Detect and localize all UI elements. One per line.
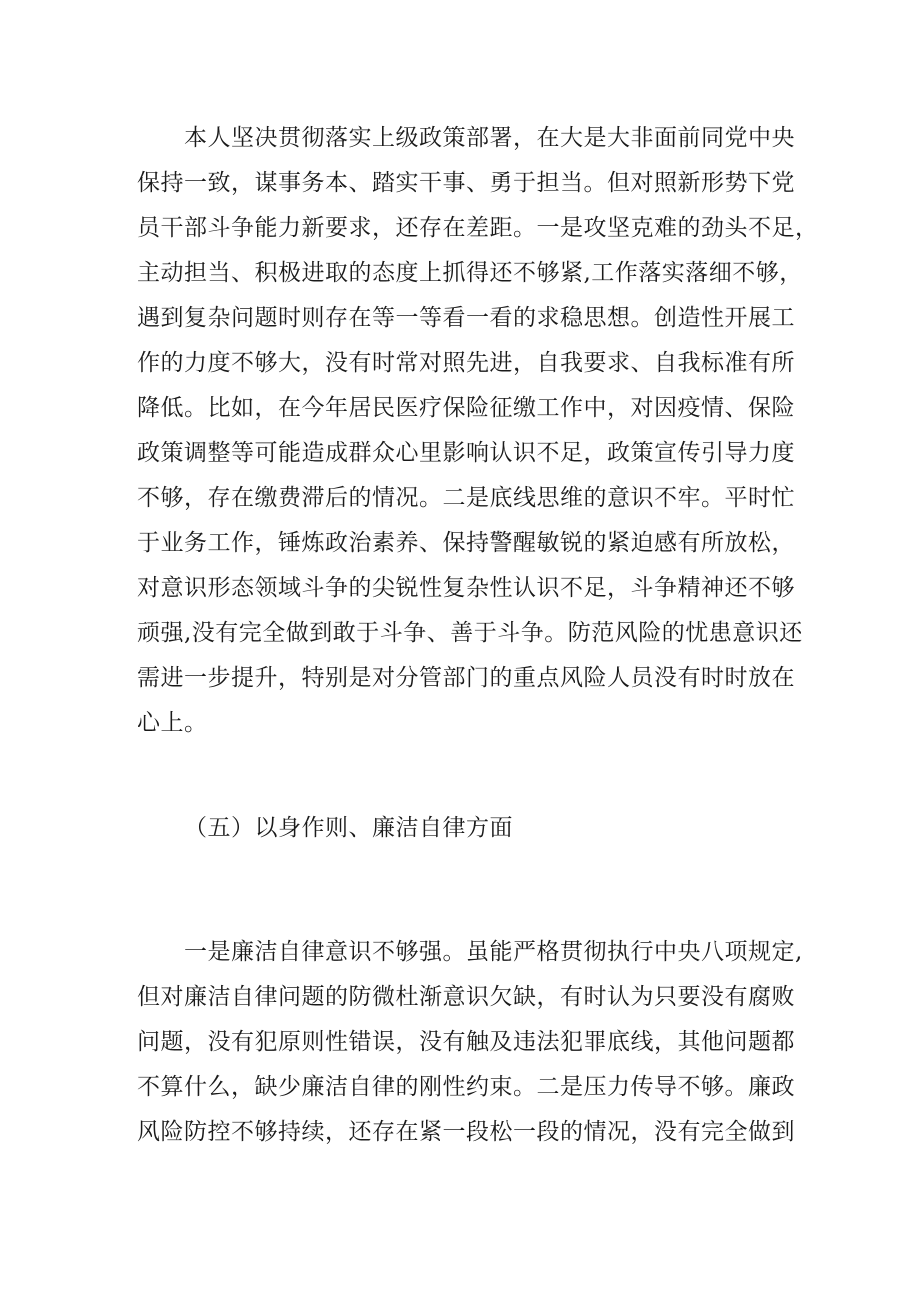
paragraph-line: 作的力度不够大，没有时常对照先进，自我要求、自我标准有所 bbox=[137, 350, 795, 376]
section-heading: （五）以身作则、廉洁自律方面 bbox=[184, 815, 513, 841]
paragraph-line: 风险防控不够持续，还存在紧一段松一段的情况，没有完全做到 bbox=[137, 1119, 795, 1145]
paragraph-line: 不够，存在缴费滞后的情况。二是底线思维的意识不牢。平时忙 bbox=[137, 485, 795, 511]
paragraph-line: 降低。比如，在今年居民医疗保险征缴工作中，对因疫情、保险 bbox=[137, 395, 795, 421]
paragraph-line: 于业务工作，锤炼政治素养、保持警醒敏锐的紧迫感有所放松， bbox=[137, 530, 795, 556]
paragraph-line: 顽强,没有完全做到敢于斗争、善于斗争。防范风险的忧患意识还 bbox=[137, 620, 803, 646]
paragraph-line: 对意识形态领域斗争的尖锐性复杂性认识不足，斗争精神还不够 bbox=[137, 575, 795, 601]
paragraph-line: 心上。 bbox=[137, 710, 208, 736]
paragraph-line: 需进一步提升，特别是对分管部门的重点风险人员没有时时放在 bbox=[137, 665, 795, 691]
paragraph-line: 遇到复杂问题时则存在等一等看一看的求稳思想。创造性开展工 bbox=[137, 305, 795, 331]
paragraph-line: 不算什么，缺少廉洁自律的刚性约束。二是压力传导不够。廉政 bbox=[137, 1074, 795, 1100]
paragraph-line: 本人坚决贯彻落实上级政策部署，在大是大非面前同党中央 bbox=[184, 125, 795, 151]
paragraph-line: 但对廉洁自律问题的防微杜渐意识欠缺，有时认为只要没有腐败 bbox=[137, 984, 795, 1010]
paragraph-line: 主动担当、积极进取的态度上抓得还不够紧,工作落实落细不够， bbox=[137, 260, 803, 286]
paragraph-line: 政策调整等可能造成群众心里影响认识不足，政策宣传引导力度 bbox=[137, 440, 795, 466]
paragraph-line: 保持一致，谋事务本、踏实干事、勇于担当。但对照新形势下党 bbox=[137, 170, 795, 196]
paragraph-line: 问题，没有犯原则性错误，没有触及违法犯罪底线，其他问题都 bbox=[137, 1029, 795, 1055]
paragraph-line: 一是廉洁自律意识不够强。虽能严格贯彻执行中央八项规定, bbox=[184, 939, 803, 965]
paragraph-line: 员干部斗争能力新要求，还存在差距。一是攻坚克难的劲头不足， bbox=[137, 215, 819, 241]
